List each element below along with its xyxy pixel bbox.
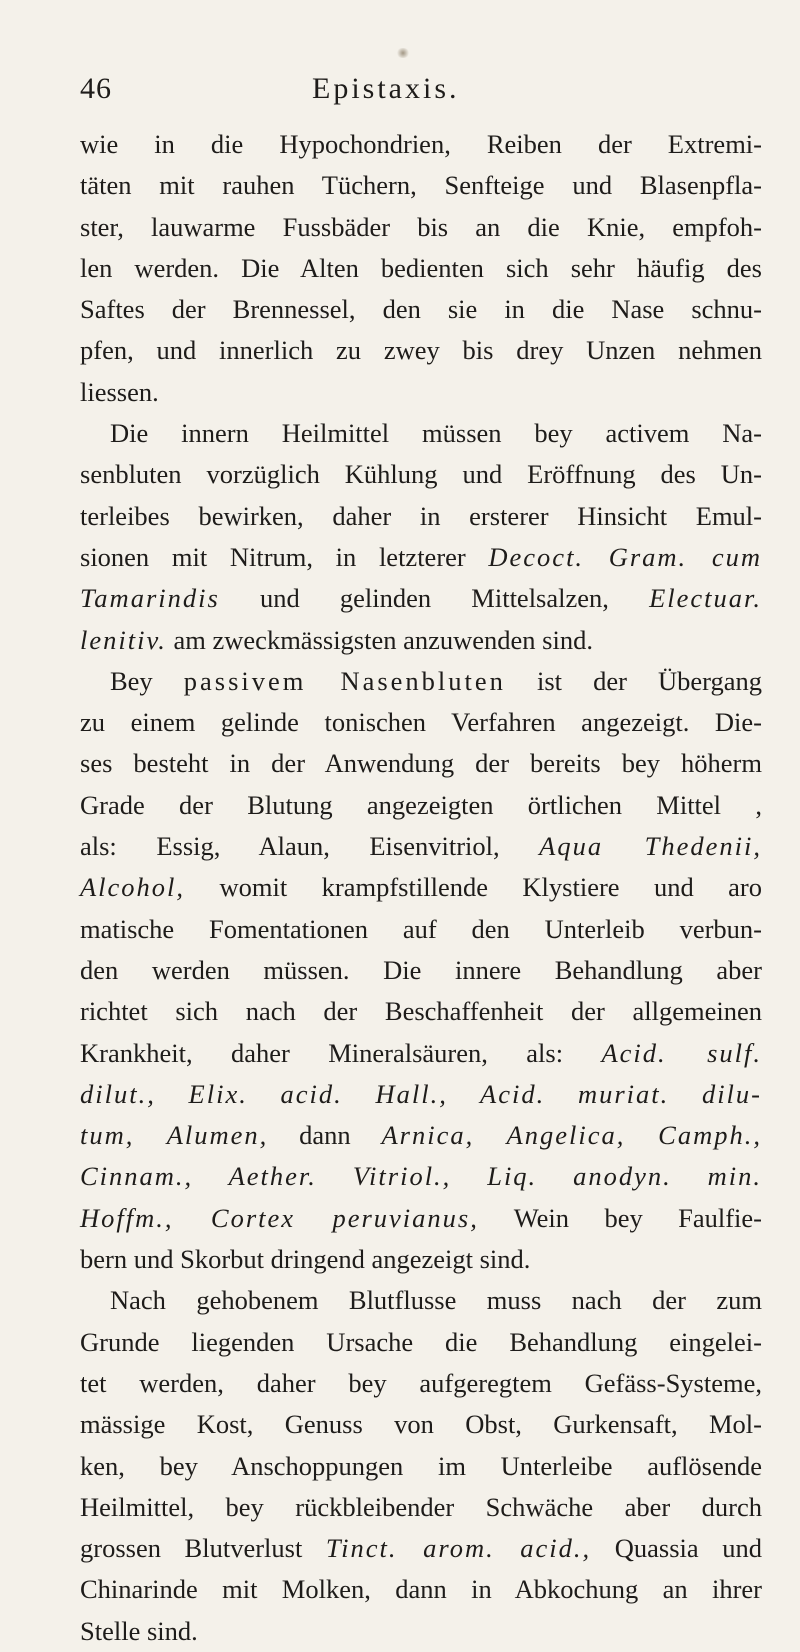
text-line <box>80 578 762 619</box>
text-segment: womit krampfstillende Klystiere und aro <box>185 872 762 903</box>
text-line <box>80 661 762 702</box>
text-segment: Saftes der Brennessel, den sie in die Nase schnu- <box>80 294 762 325</box>
text-segment: liessen. <box>80 376 159 407</box>
text-line <box>80 1569 762 1610</box>
text-segment: als: Essig, Alaun, Eisenvitriol, <box>80 831 540 862</box>
text-segment: den werden müssen. Die innere Behandlung aber <box>80 954 762 985</box>
italic-text: Alcohol, <box>80 872 186 903</box>
text-line <box>80 702 762 743</box>
italic-text: Electuar. <box>649 583 762 614</box>
text-segment: tet werden, daher bey aufgeregtem Gefäss-Systeme, <box>80 1367 762 1398</box>
italic-text: Tinct. arom. acid., <box>325 1533 592 1564</box>
text-segment: ster, lauwarme Fussbäder bis an die Knie, empfoh- <box>80 211 762 242</box>
text-line <box>80 1239 762 1280</box>
text-segment: mässige Kost, Genuss von Obst, Gurkensaft, Mol- <box>80 1409 762 1440</box>
text-line <box>80 620 762 661</box>
text-segment: Nach gehobenem Blutflusse muss nach der zum <box>110 1285 762 1316</box>
text-segment: ken, bey Anschoppungen im Unterleibe auflösende <box>80 1450 762 1481</box>
text-segment: pfen, und innerlich zu zwey bis drey Unzen nehmen <box>80 335 762 366</box>
ink-smudge <box>396 48 410 58</box>
italic-text: lenitiv. <box>80 624 167 655</box>
text-line <box>80 950 762 991</box>
spaced-text: passivem Nasenbluten <box>183 665 506 696</box>
text-segment: Bey <box>110 665 184 696</box>
text-line <box>80 1198 762 1239</box>
text-segment: Wein bey Faulfie- <box>478 1202 763 1233</box>
body-text <box>80 124 762 1652</box>
text-segment: zu einem gelinde tonischen Verfahren angezeigt. Die- <box>80 707 762 738</box>
text-segment: Grade der Blutung angezeigten örtlichen Mittel , <box>80 789 762 820</box>
page-number: 46 <box>80 72 112 105</box>
text-segment: Stelle sind. <box>80 1615 198 1646</box>
text-line <box>80 743 762 784</box>
text-line <box>80 909 762 950</box>
text-segment: dann <box>268 1120 382 1151</box>
page-header <box>80 72 760 116</box>
text-line <box>80 1487 762 1528</box>
text-line <box>80 867 762 908</box>
text-segment: Heilmittel, bey rückbleibender Schwäche aber durch <box>80 1491 762 1522</box>
text-segment: matische Fomentationen auf den Unterleib verbun- <box>80 913 762 944</box>
text-segment: Grunde liegenden Ursache die Behandlung eingelei- <box>80 1326 762 1357</box>
italic-text: Decoct. Gram. cum <box>488 541 762 572</box>
text-line <box>80 1033 762 1074</box>
text-line <box>80 207 762 248</box>
text-segment: Quassia und <box>591 1533 762 1564</box>
text-line <box>80 1528 762 1569</box>
text-segment: Chinarinde mit Molken, dann in Abkochung an ihrer <box>80 1574 762 1605</box>
text-line <box>80 1074 762 1115</box>
text-segment: wie in die Hypochondrien, Reiben der Extremi- <box>80 129 762 159</box>
text-line <box>80 413 762 454</box>
text-line <box>80 454 762 495</box>
italic-text: dilut., Elix. acid. Hall., Acid. muriat. dilu- <box>80 1078 762 1109</box>
text-line <box>80 289 762 330</box>
text-line <box>80 372 762 413</box>
text-line <box>80 248 762 289</box>
text-segment: und gelinden Mittelsalzen, <box>219 583 650 614</box>
text-line <box>80 1115 762 1156</box>
text-segment: Die innern Heilmittel müssen bey activem Na- <box>110 418 762 449</box>
text-line <box>80 991 762 1032</box>
italic-text: Tamarindis <box>80 583 220 614</box>
text-line <box>80 496 762 537</box>
text-line <box>80 1446 762 1487</box>
text-line <box>80 537 762 578</box>
text-segment: grossen Blutverlust <box>80 1533 326 1564</box>
text-line <box>80 1363 762 1404</box>
text-segment: ses besteht in der Anwendung der bereits bey höherm <box>80 748 762 779</box>
text-line <box>80 1611 762 1652</box>
running-head: Epistaxis. <box>312 72 460 105</box>
italic-text: Hoffm., Cortex peruvianus, <box>80 1202 479 1233</box>
text-segment: täten mit rauhen Tüchern, Senfteige und Blasenpfla- <box>80 170 762 201</box>
text-line <box>80 826 762 867</box>
text-segment: Krankheit, daher Mineralsäuren, als: <box>80 1037 602 1068</box>
text-segment: bern und Skorbut dringend angezeigt sind. <box>80 1244 531 1275</box>
text-segment: terleibes bewirken, daher in ersterer Hinsicht Emul- <box>80 500 762 531</box>
text-line <box>80 1322 762 1363</box>
text-segment: am zweckmässigsten anzuwenden sind. <box>166 624 593 655</box>
text-line <box>80 785 762 826</box>
text-line <box>80 1280 762 1321</box>
text-line <box>80 124 762 165</box>
text-line <box>80 1404 762 1445</box>
text-segment: senbluten vorzüglich Kühlung und Eröffnung des Un- <box>80 459 762 490</box>
text-line <box>80 330 762 371</box>
italic-text: Acid. sulf. <box>601 1037 762 1068</box>
text-line <box>80 165 762 206</box>
italic-text: Arnica, Angelica, Camph., <box>381 1120 762 1151</box>
italic-text: Aqua Thedenii, <box>539 831 762 862</box>
text-segment: ist der Übergang <box>505 665 763 696</box>
text-line <box>80 1156 762 1197</box>
text-segment: len werden. Die Alten bedienten sich sehr häufig des <box>80 252 762 283</box>
italic-text: tum, Alumen, <box>80 1120 269 1151</box>
text-segment: richtet sich nach der Beschaffenheit der allgemeinen <box>80 996 762 1027</box>
text-segment: sionen mit Nitrum, in letzterer <box>80 541 489 572</box>
italic-text: Cinnam., Aether. Vitriol., Liq. anodyn. min. <box>80 1161 762 1192</box>
